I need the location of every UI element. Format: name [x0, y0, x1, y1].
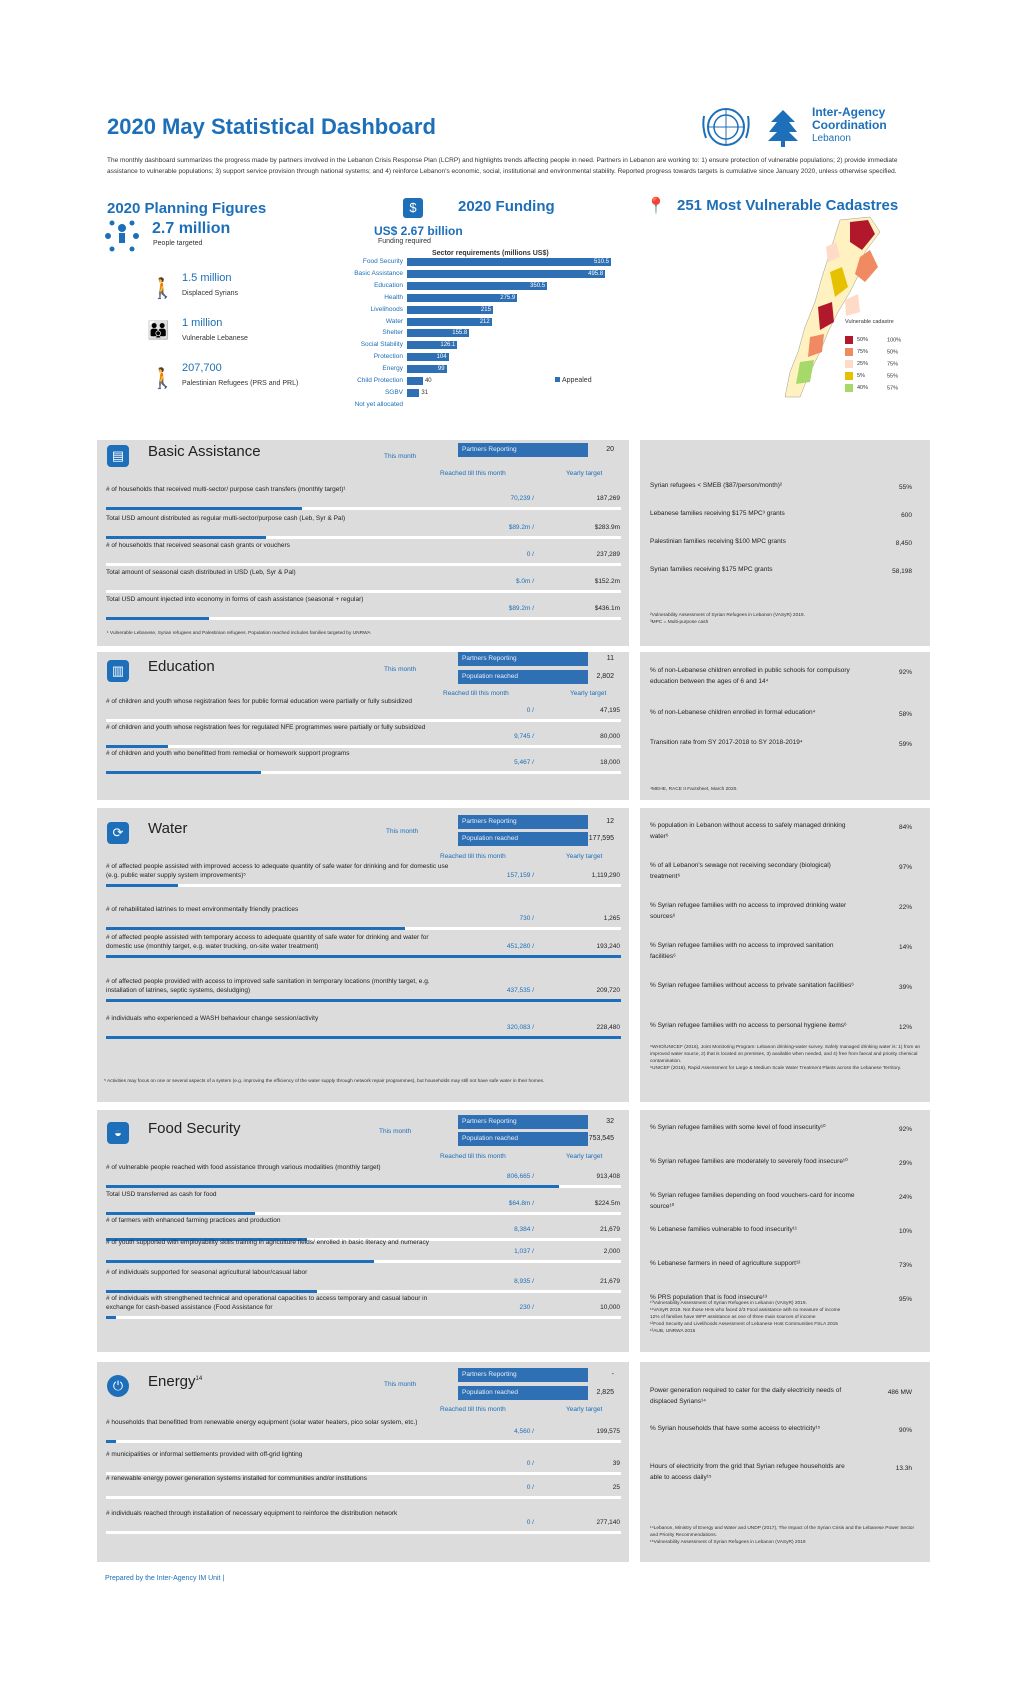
energy-title-text: Energy — [148, 1373, 196, 1390]
indicator-reached: $89.2m / — [508, 605, 534, 612]
indicator-reached: 0 / — [526, 1484, 534, 1491]
progress-fill — [106, 1440, 116, 1443]
fund-category-label: Water — [385, 317, 403, 325]
food-reached-header: Reached till this month — [440, 1153, 506, 1160]
legend-swatch — [845, 336, 853, 344]
indicator-target: 47,195 — [600, 707, 620, 714]
context-value: 14% — [898, 944, 912, 951]
fund-category-label: Not yet allocated — [354, 400, 403, 408]
education-target-header: Yearly target — [570, 690, 607, 697]
map-legend-row — [845, 384, 925, 392]
legend-value-b: 100% — [887, 337, 902, 344]
legend-value-b: 55% — [887, 373, 899, 380]
group-label-1: Displaced Syrians — [182, 290, 239, 297]
indicator-reached: 320,083 / — [506, 1024, 534, 1031]
progress-fill — [106, 536, 266, 539]
fund-value-label: 155.8 — [452, 330, 468, 337]
fund-value-label: 275.9 — [500, 294, 516, 301]
group-value-1: 1.5 million — [182, 272, 232, 284]
basic-footnote: ¹ Vulnerable Lebanese, Syrian refugees and Palestinian refugees. Population reached includes families targeted by UNRWA — [107, 631, 371, 636]
legend-label: Appealed — [562, 377, 592, 384]
legend-swatch — [555, 377, 560, 382]
progress-track — [106, 1316, 621, 1319]
indicator-text: Total USD amount distributed as regular multi-sector/purpose cash (Leb, Syr & Pal) — [106, 515, 346, 522]
context-value: 73% — [898, 1262, 912, 1269]
energy-title-sup: 14 — [195, 1376, 203, 1382]
refugee-person-icon: 🚶 — [150, 368, 175, 390]
funding-amount: US$ 2.67 billion — [374, 224, 463, 238]
education-population-value: 2,802 — [596, 673, 614, 680]
iac-logo-text — [812, 106, 887, 145]
indicator-target: $436.1m — [594, 605, 620, 612]
energy-partners-value: - — [611, 1371, 614, 1378]
indicator-reached: $89.2m / — [508, 524, 534, 531]
basic-partners-value: 20 — [606, 446, 614, 453]
indicator-text: # of farmers with enhanced farming practices and production — [106, 1217, 281, 1224]
indicator-reached: 437,535 / — [506, 987, 534, 994]
people-targeted-value: 2.7 million — [152, 220, 231, 237]
indicator-target: 1,119,290 — [591, 872, 620, 879]
context-text: Syrian refugees < SMEB ($87/person/month)² — [650, 482, 783, 489]
progress-fill — [106, 1212, 255, 1215]
context-text: % population in Lebanon without access to safely managed drinking water⁶ — [650, 822, 846, 840]
progress-track — [106, 1440, 621, 1443]
legend-swatch — [845, 360, 853, 368]
cedar-logo-icon — [768, 108, 798, 148]
context-text: % Syrian refugee families with no access to improved drinking water sources⁶ — [650, 902, 847, 920]
indicator-reached: $64.8m / — [508, 1200, 534, 1207]
legend-value-b: 57% — [887, 385, 899, 392]
indicator-target: 209,720 — [596, 987, 620, 994]
context-value: 29% — [898, 1160, 912, 1167]
fund-value-label: 31 — [421, 389, 429, 396]
map-legend-row — [845, 336, 925, 344]
displaced-person-icon: 🚶 — [150, 278, 175, 300]
water-reached-header: Reached till this month — [440, 853, 506, 860]
indicator-reached: 157,159 / — [506, 872, 534, 879]
funding-title: 2020 Funding — [458, 198, 555, 215]
context-value: 58% — [898, 711, 912, 718]
fund-category-label: Basic Assistance — [354, 269, 403, 277]
energy-this-month: This month — [384, 1381, 417, 1388]
indicator-target: 1,265 — [603, 915, 620, 922]
energy-reached-header: Reached till this month — [440, 1406, 506, 1413]
page-title: 2020 May Statistical Dashboard — [107, 114, 436, 139]
context-text: Power generation required to cater for the daily electricity needs of displaced Syrians¹⁴ — [650, 1387, 842, 1405]
indicator-target: 21,679 — [600, 1226, 620, 1233]
energy-title — [148, 1373, 202, 1390]
legend-swatch — [845, 372, 853, 380]
context-value: 55% — [898, 484, 912, 491]
logo-line-3: Lebanon — [812, 133, 851, 144]
progress-track — [106, 884, 621, 887]
indicator-target: 237,289 — [596, 551, 620, 558]
education-title: Education — [148, 658, 215, 675]
fund-value-label: 510.5 — [593, 259, 609, 265]
energy-population-label: Population reached — [458, 1386, 588, 1400]
fund-value-label: 126.1 — [440, 342, 456, 349]
food-title: Food Security — [148, 1120, 241, 1137]
fund-value-label: 212 — [479, 318, 490, 325]
progress-fill — [106, 1316, 116, 1319]
context-value: 10% — [898, 1228, 912, 1235]
footer-text: Prepared by the Inter-Agency IM Unit | — [105, 1575, 225, 1582]
indicator-reached: 0 / — [526, 551, 534, 558]
logo-line-2: Coordination — [812, 118, 887, 132]
context-text: % Lebanese farmers in need of agriculture support¹² — [650, 1260, 801, 1267]
context-text: Hours of electricity from the grid that Syrian refugee households are able to access daily¹⁵ — [650, 1463, 845, 1481]
progress-fill — [106, 1260, 374, 1263]
context-text: % Syrian refugee families are moderately to severely food insecure¹⁰ — [650, 1158, 848, 1165]
cadastres-title: 251 Most Vulnerable Cadastres — [677, 197, 899, 214]
legend-value-a: 25% — [857, 361, 869, 368]
context-text: Syrian families receiving $175 MPC grants — [650, 566, 773, 573]
context-value: 92% — [898, 1126, 912, 1133]
food-partners-value: 32 — [606, 1118, 614, 1125]
context-value: 22% — [898, 904, 912, 911]
legend-value-a: 40% — [857, 385, 869, 392]
fund-value-label: 215 — [480, 306, 491, 313]
water-population-value: 177,595 — [588, 835, 614, 842]
indicator-text: # municipalities or informal settlements provided with off-grid lighting — [106, 1451, 303, 1458]
context-text: % of non-Lebanese children enrolled in formal education⁴ — [650, 709, 816, 716]
basic-target-header: Yearly target — [566, 470, 603, 477]
fund-category-label: Education — [374, 281, 403, 289]
progress-fill — [106, 884, 178, 887]
family-icon: 👪 — [147, 320, 170, 340]
fund-value-label: 99 — [437, 366, 445, 373]
indicator-reached: 0 / — [526, 1519, 534, 1526]
indicator-target: 39 — [612, 1460, 620, 1467]
indicator-reached: 0 / — [526, 1460, 534, 1467]
indicator-text: # of youth supported with employability skills training in agriculture fields/ enrolled in basic literacy and numeracy — [106, 1239, 429, 1246]
basic-title: Basic Assistance — [148, 443, 261, 460]
legend-swatch — [845, 348, 853, 356]
progress-fill — [106, 955, 621, 958]
indicator-reached: 8,384 / — [514, 1226, 534, 1233]
progress-track — [106, 1531, 621, 1534]
group-value-2: 1 million — [182, 317, 223, 329]
progress-fill — [106, 927, 405, 930]
indicator-target: 2,000 — [603, 1248, 620, 1255]
energy-target-header: Yearly target — [566, 1406, 603, 1413]
fund-value-label: 104 — [436, 354, 447, 361]
fund-category-label: Protection — [373, 353, 403, 361]
food-bowl-icon: ◒ — [107, 1122, 129, 1144]
education-right-footnote: ⁴MEHE, RACE II Factsheet, March 2020. — [650, 787, 738, 792]
indicator-reached: 5,467 / — [514, 759, 534, 766]
group-label-3: Palestinian Refugees (PRS and PRL) — [182, 380, 299, 387]
food-this-month: This month — [379, 1128, 412, 1135]
indicator-reached: 70,239 / — [510, 495, 534, 502]
indicator-reached: 806,665 / — [506, 1173, 534, 1180]
indicator-text: # of households that received multi-sector/ purpose cash transfers (monthly target)¹ — [106, 486, 346, 493]
indicator-target: 187,269 — [596, 495, 620, 502]
un-logo-icon — [700, 106, 752, 148]
context-value: 58,198 — [892, 568, 912, 575]
context-text: % of all Lebanon's sewage not receiving secondary (biological) treatment⁶ — [650, 862, 831, 880]
context-value: 95% — [898, 1296, 912, 1303]
indicator-target: 193,240 — [596, 943, 620, 950]
context-text: % of non-Lebanese children enrolled in public schools for compulsory education between the ages of 6 and 14⁴ — [650, 667, 850, 685]
people-burst-icon — [102, 218, 142, 254]
legend-value-a: 5% — [857, 373, 865, 380]
basic-this-month: This month — [384, 453, 417, 460]
indicator-text: # of affected people assisted with improved access to adequate quantity of safe water for drinking and for domestic use (e.g. public water supply system improvements)⁵ — [106, 863, 449, 879]
map-legend-row — [845, 360, 925, 368]
context-text: % Syrian refugee families with no access to personal hygiene items⁶ — [650, 1022, 847, 1029]
indicator-text: # of children and youth whose registration fees for public formal education were partially or fully subsidized — [106, 698, 413, 705]
context-value: 84% — [898, 824, 912, 831]
context-value: 12% — [898, 1024, 912, 1031]
progress-fill — [106, 617, 209, 620]
indicator-text: # of rehabilitated latrines to meet environmentally friendly practices — [106, 906, 299, 913]
fund-value-label: 495.8 — [588, 270, 604, 277]
context-value: 92% — [898, 669, 912, 676]
fund-bar — [407, 389, 419, 397]
indicator-text: # of individuals with strengthened technical and operational capacities to access temporary and casual labour in exchange for cash-based assistance (Food Assistance for — [106, 1295, 428, 1311]
progress-track — [106, 1496, 621, 1499]
progress-track — [106, 590, 621, 593]
logo-line-1: Inter-Agency — [812, 105, 886, 119]
progress-fill — [106, 771, 261, 774]
legend-value-a: 75% — [857, 349, 869, 356]
indicator-text: # of affected people assisted with temporary access to adequate quantity of safe water for drinking and water for domestic use (monthly target, e.g. water trucking, on-site water treatment) — [106, 934, 429, 950]
legend-value-b: 75% — [887, 361, 899, 368]
context-text: % PRS population that is food insecure¹³ — [650, 1294, 768, 1301]
indicator-target: 228,480 — [596, 1024, 620, 1031]
indicator-reached: 8,935 / — [514, 1278, 534, 1285]
progress-fill — [106, 745, 168, 748]
indicator-target: 80,000 — [600, 733, 620, 740]
fund-value-label: 350.5 — [530, 282, 546, 289]
water-title: Water — [148, 820, 188, 837]
context-value: 486 MW — [887, 1389, 912, 1396]
indicator-reached: $.0m / — [515, 578, 534, 585]
indicator-text: # households that benefitted from renewable energy equipment (solar water heaters, pico solar system, etc.) — [106, 1419, 418, 1426]
indicator-target: 277,140 — [596, 1519, 620, 1526]
money-icon: $ — [403, 198, 423, 218]
indicator-text: # individuals who experienced a WASH behaviour change session/activity — [106, 1015, 319, 1022]
indicator-target: 913,408 — [596, 1173, 620, 1180]
progress-fill — [106, 1290, 317, 1293]
energy-right-footnote: ¹⁴Lebanon, Ministry of Energy and Water and UNDP (2017), The Impact of the Syrian Crisis and the Lebanese Power Sector and Priority Recommendations. ¹⁵Vulnerability Assessment of Syrian Refugees in Lebanon (VASyR) 2019 — [650, 1526, 915, 1545]
indicator-reached: 1,037 / — [514, 1248, 534, 1255]
fund-category-label: Social Stability — [360, 341, 403, 349]
education-reached-header: Reached till this month — [443, 690, 509, 697]
map-legend-row — [845, 372, 925, 380]
indicator-reached: 4,560 / — [514, 1428, 534, 1435]
indicator-text: Total USD amount injected into economy in forms of cash assistance (seasonal + regular) — [106, 596, 364, 603]
map-pin-icon: 📍 — [646, 198, 666, 215]
indicator-reached: 730 / — [519, 915, 534, 922]
indicator-target: $224.5m — [594, 1200, 620, 1207]
context-value: 39% — [898, 984, 912, 991]
fund-category-label: Energy — [382, 365, 403, 373]
fund-category-label: Health — [384, 293, 403, 301]
fund-category-label: Food Security — [362, 258, 403, 265]
context-text: % Syrian refugee families without access to private sanitation facilities⁶ — [650, 982, 854, 989]
context-text: % Lebanese families vulnerable to food insecurity¹¹ — [650, 1226, 798, 1233]
progress-track — [106, 563, 621, 566]
food-right-footnote: ¹⁰Vulnerability Assessment of Syrian Refugees in Lebanon (VASyR) 2019. ¹¹VASyR 2019. Not those HHs who faced 2/3 Food assistance with no measure of income 12% of families have WFP assistance as one of three main sources of income ¹²Food Security and Livelihoods Assessment of Lebanese Host Communities FSLA 2015 ¹³AUB, UNRWA 2015 — [650, 1301, 841, 1334]
indicator-target: 25 — [612, 1484, 620, 1491]
indicator-text: # of individuals supported for seasonal agricultural labour/casual labor — [106, 1269, 308, 1276]
indicator-text: # renewable energy power generation systems installed for communities and/or institutions — [106, 1475, 367, 1482]
context-value: 24% — [898, 1194, 912, 1201]
indicator-text: # of children and youth who benefitted from remedial or homework support programs — [106, 750, 350, 757]
map-legend-row — [845, 348, 925, 356]
book-icon: ▥ — [107, 660, 129, 682]
water-partners-value: 12 — [606, 818, 614, 825]
indicator-reached: 9,745 / — [514, 733, 534, 740]
fund-bar — [407, 377, 423, 385]
water-target-header: Yearly target — [566, 853, 603, 860]
food-target-header: Yearly target — [566, 1153, 603, 1160]
context-text: % Syrian households that have some access to electricity¹⁵ — [650, 1425, 821, 1432]
map-legend-title: Vulnerable cadastre — [845, 319, 894, 325]
indicator-text: # of affected people provided with access to improved safe sanitation in temporary locations (monthly target, e.g. installation of latrines, septic systems, desludging) — [106, 978, 430, 994]
indicator-target: $283.9m — [594, 524, 620, 531]
context-text: Lebanese families receiving $175 MPC³ grants — [650, 510, 785, 517]
indicator-text: # individuals reached through installation of necessary equipment to reinforce the distribution network — [106, 1510, 398, 1517]
group-value-3: 207,700 — [182, 362, 222, 374]
indicator-target: 10,000 — [600, 1304, 620, 1311]
context-text: % Syrian refugee families depending on food vouchers-card for income source¹⁰ — [650, 1192, 855, 1210]
food-population-value: 753,545 — [588, 1135, 614, 1142]
indicator-target: 199,575 — [596, 1428, 620, 1435]
progress-fill — [106, 999, 621, 1002]
water-right-footnote: ⁶WHO/UNICEF (2016), Joint Monitoring Program: Lebanon drinking-water survey. Safely managed drinking water is: 1) from an improved water source, 2) that is located on premises, 3) available when needed, and 4) free from faecal and priority chemical contamination. ⁶UNICEF (2016), Rapid Assessment for Large & Medium Scale Water Treatment Plants across the Lebanese Territory. — [650, 1045, 921, 1071]
basic-right-footnote: ²Vulnerability Assessment of Syrian Refugees in Lebanon (VASyR) 2019. ³MPC = Multi-purpose cash — [650, 613, 805, 625]
indicator-target: 18,000 — [600, 759, 620, 766]
intro-text: The monthly dashboard summarizes the progress made by partners involved in the Lebanon Crisis Response Plan (LCRP) and highlights trends affecting people in need. Partners in Lebanon are working to: 1) ensure protection of vulnerable populations; 2) provide immediate assistance to vulnerable populations; 3) support service provision through national systems; and 4) reinforce Lebanon's economic, social, institutional and environmental stability. Reported progress towards targets is cumulative since January 2020, unless otherwise specified. — [107, 157, 898, 175]
indicator-text: # of households that received seasonal cash grants or vouchers — [106, 542, 290, 549]
energy-population-value: 2,825 — [596, 1389, 614, 1396]
legend-value-b: 50% — [887, 349, 899, 356]
education-partners-label: Partners Reporting — [458, 652, 588, 666]
indicator-text: Total USD transferred as cash for food — [106, 1191, 217, 1198]
basic-partners-label: Partners Reporting — [458, 443, 588, 457]
fund-category-label: Child Protection — [357, 377, 403, 384]
food-population-label: Population reached — [458, 1132, 588, 1146]
education-population-label: Population reached — [458, 670, 588, 684]
context-value: 97% — [898, 864, 912, 871]
context-value: 13.3h — [895, 1465, 912, 1472]
indicator-reached: 230 / — [519, 1304, 534, 1311]
context-value: 600 — [901, 512, 912, 519]
indicator-target: 21,679 — [600, 1278, 620, 1285]
progress-fill — [106, 507, 302, 510]
group-label-2: Vulnerable Lebanese — [182, 335, 248, 342]
context-text: Transition rate from SY 2017-2018 to SY 2018-2019⁴ — [650, 739, 803, 746]
fund-category-label: Shelter — [382, 329, 403, 337]
context-text: % Syrian refugee families with no access to improved sanitation facilities⁶ — [650, 942, 834, 960]
context-text: Palestinian families receiving $100 MPC grants — [650, 538, 786, 545]
progress-track — [106, 719, 621, 722]
funding-chart-title: Sector requirements (millions US$) — [432, 250, 549, 257]
water-this-month: This month — [386, 828, 419, 835]
progress-track — [106, 745, 621, 748]
fund-value-label: 40 — [424, 378, 432, 384]
indicator-reached: 451,280 / — [506, 943, 534, 950]
water-drop-icon: ⟳ — [107, 822, 129, 844]
context-value: 59% — [898, 741, 912, 748]
indicator-text: # of children and youth whose registration fees for regulated NFE programmes were partially or fully subsidized — [106, 724, 426, 731]
power-icon: ⏻ — [107, 1375, 129, 1397]
progress-fill — [106, 1036, 621, 1039]
food-partners-label: Partners Reporting — [458, 1115, 588, 1129]
legend-swatch — [845, 384, 853, 392]
planning-title: 2020 Planning Figures — [107, 200, 267, 217]
education-partners-value: 11 — [606, 655, 614, 662]
people-targeted-label: People targeted — [153, 240, 203, 247]
funding-legend — [555, 377, 592, 384]
water-footnote: ⁵ Activities may focus on one or several aspects of a system (e.g. improving the efficiency of the water supply through network repair programmes), but households may still not have safe water in their homes. — [104, 1079, 545, 1084]
context-value: 90% — [898, 1427, 912, 1434]
context-text: % Syrian refugee families with some level of food insecurity¹⁰ — [650, 1124, 826, 1131]
fund-category-label: SGBV — [384, 388, 403, 396]
indicator-text: Total amount of seasonal cash distributed in USD (Leb, Syr & Pal) — [106, 569, 296, 576]
cash-icon: ▤ — [107, 445, 129, 467]
indicator-text: # of vulnerable people reached with food assistance through various modalities (monthly target) — [106, 1164, 381, 1171]
context-value: 8,450 — [895, 540, 912, 547]
energy-partners-label: Partners Reporting — [458, 1368, 588, 1382]
water-population-label: Population reached — [458, 832, 588, 846]
legend-value-a: 50% — [857, 337, 869, 344]
fund-category-label: Livelihoods — [370, 305, 403, 313]
water-partners-label: Partners Reporting — [458, 815, 588, 829]
funding-amount-label: Funding required — [378, 238, 431, 245]
indicator-reached: 0 / — [526, 707, 534, 714]
education-this-month: This month — [384, 666, 417, 673]
basic-reached-header: Reached till this month — [440, 470, 506, 477]
progress-fill — [106, 1185, 559, 1188]
indicator-target: $152.2m — [594, 578, 620, 585]
